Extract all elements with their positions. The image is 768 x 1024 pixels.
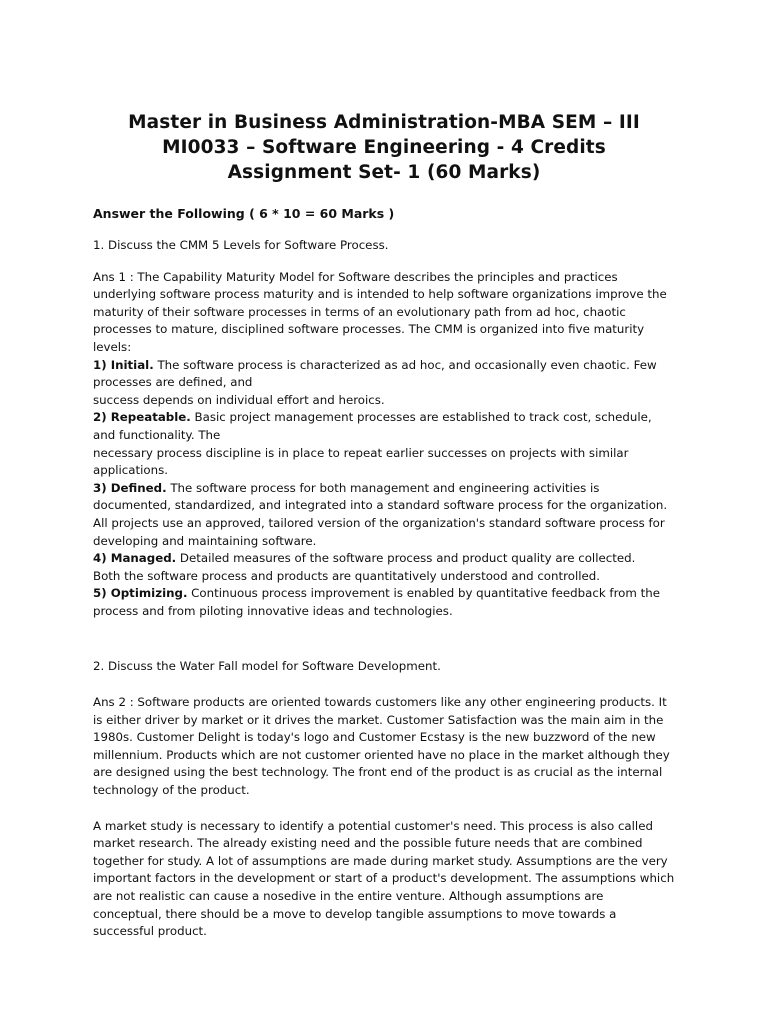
- cmm-level-title: 3) Defined.: [93, 480, 167, 495]
- cmm-level-item: [93, 550, 675, 585]
- answer-2-paragraph-2: A market study is necessary to identify a potential customer's need. This process is also called market research. The already existing need and the possible future needs that are combined together for study. A lot of assumptions are made during market study. Assumptions are the very important factors in the development or start of a product's development. The assumptions which are not realistic can cause a nosedive in the entire venture. Although assumptions are conceptual, there should be a move to develop tangible assumptions to move towards a successful product.: [93, 818, 675, 939]
- cmm-level-text: The software process is characterized as ad hoc, and occasionally even chaotic. Few processes are defined, and: [93, 357, 657, 390]
- answer-1-intro: Ans 1 : The Capability Maturity Model for Software describes the principles and practices underlying software process maturity and is intended to help software organizations improve the maturity of their software processes in terms of an evolutionary path from ad hoc, chaotic processes to mature, disciplined software processes. The CMM is organized into five maturity levels:: [93, 269, 667, 354]
- title-course: MI0033 – Software Engineering - 4 Credits: [162, 137, 606, 158]
- cmm-level-item: [93, 409, 675, 479]
- instruction-text: Answer the Following ( 6 * 10 = 60 Marks ): [93, 206, 395, 221]
- cmm-level-title: 1) Initial.: [93, 357, 154, 372]
- cmm-level-title: 4) Managed.: [93, 551, 177, 566]
- title-program: Master in Business Administration-MBA SEM – III: [128, 112, 640, 133]
- cmm-level-text-continued: success depends on individual effort and heroics.: [93, 392, 385, 407]
- cmm-level-item: [93, 480, 675, 550]
- cmm-level-list: [93, 357, 675, 621]
- cmm-level-text: Detailed measures of the software process and product quality are collected.: [176, 551, 636, 566]
- cmm-level-text: The software process for both management and engineering activities is documented, standardized, and integrated into a standard software process for the organization. All projects use an approved, tailored version of the organization's standard software process for developing and maintaining software.: [93, 480, 668, 548]
- cmm-level-title: 2) Repeatable.: [93, 410, 191, 425]
- title-assignment: Assignment Set- 1 (60 Marks): [227, 162, 541, 183]
- question-2: 2. Discuss the Water Fall model for Software Development.: [93, 659, 441, 674]
- cmm-level-item: [93, 585, 675, 620]
- cmm-level-text: Basic project management processes are established to track cost, schedule, and functionality. The: [93, 410, 652, 442]
- question-1: 1. Discuss the CMM 5 Levels for Software Process.: [93, 238, 389, 252]
- answer-2-paragraph-1: Ans 2 : Software products are oriented towards customers like any other engineering products. It is either driver by market or it drives the market. Customer Satisfaction was the main aim in the 1980s. Customer Delight is today's logo and Customer Ecstasy is the new buzzword of the new millennium. Products which are not customer oriented have no place in the market although they are designed using the best technology. The front end of the product is as crucial as the internal technology of the product.: [93, 695, 670, 798]
- cmm-level-text: Continuous process improvement is enabled by quantitative feedback from the process and from piloting innovative ideas and technologies.: [93, 586, 660, 618]
- cmm-level-item: [93, 357, 675, 410]
- cmm-level-title: 5) Optimizing.: [93, 586, 188, 601]
- cmm-level-text-continued: necessary process discipline is in place to repeat earlier successes on projects with similar applications.: [93, 445, 629, 478]
- title-block: [93, 0, 675, 185]
- cmm-level-text-continued: Both the software process and products are quantitatively understood and controlled.: [93, 568, 600, 583]
